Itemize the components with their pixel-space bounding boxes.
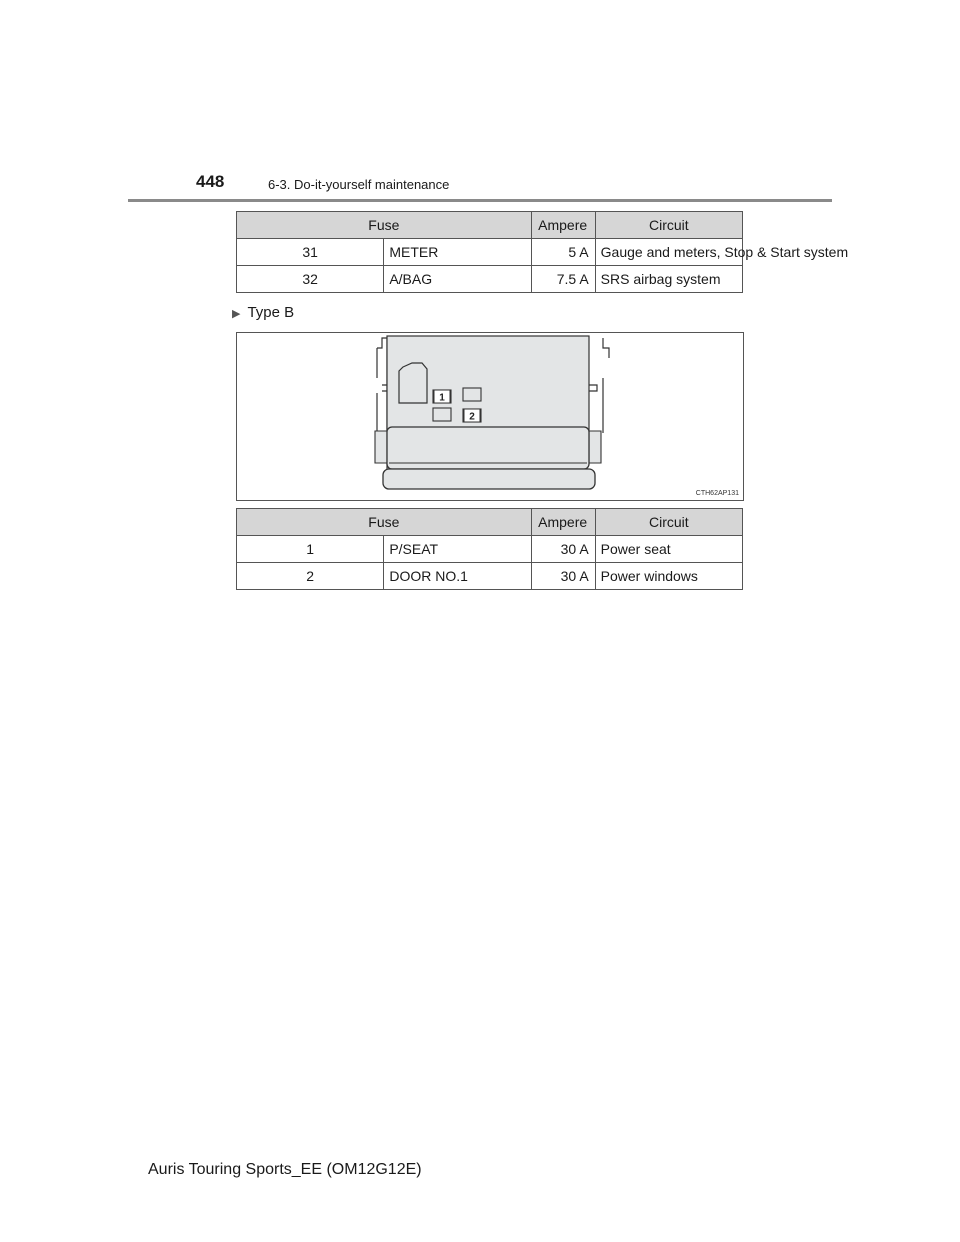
figure-code: CTH62AP131: [695, 490, 739, 497]
fuse-box-base: [383, 469, 595, 489]
fuse-2-label: 2: [469, 411, 475, 423]
fuse-1-label: 1: [439, 392, 445, 404]
section-title: 6-3. Do-it-yourself maintenance: [268, 177, 450, 192]
fuse-table-type-b: [236, 508, 743, 590]
fuse-name: P/SEAT: [384, 536, 531, 563]
column-header-fuse: Fuse: [237, 509, 532, 536]
header-rule: [128, 199, 832, 202]
column-header-ampere: Ampere: [531, 509, 595, 536]
column-header-fuse: Fuse: [237, 212, 532, 239]
fuse-table-type-a: [236, 211, 849, 293]
table-row: [237, 563, 743, 590]
fuse-circuit: Power windows: [595, 563, 742, 590]
fuse-name: A/BAG: [384, 266, 531, 293]
column-header-circuit: Circuit: [595, 212, 742, 239]
fuse-ampere: 30 A: [531, 536, 595, 563]
triangle-bullet-icon: ▶: [232, 308, 241, 320]
fuse-name: DOOR NO.1: [384, 563, 531, 590]
relay-outline: [399, 363, 427, 403]
fuse-number: 32: [237, 266, 384, 293]
type-b-heading: [232, 304, 294, 321]
fuse-box-drawing: [237, 333, 743, 500]
fuse-number: 31: [237, 239, 384, 266]
page-number: 448: [196, 172, 225, 191]
column-header-circuit: Circuit: [595, 509, 742, 536]
fuse-box-illustration: [236, 332, 744, 501]
fuse-ampere: 30 A: [531, 563, 595, 590]
table-header-row: [237, 509, 743, 536]
table-row: [237, 239, 743, 266]
fuse-ampere: 7.5 A: [531, 266, 595, 293]
type-b-label: Type B: [247, 304, 295, 321]
footer-model-code: Auris Touring Sports_EE (OM12G12E): [148, 1161, 422, 1178]
fuse-circuit: SRS airbag system: [595, 266, 742, 293]
fuse-circuit: Gauge and meters, Stop & Start system: [595, 239, 742, 266]
fuse-slot-blank: [433, 408, 451, 421]
fuse-name: METER: [384, 239, 531, 266]
fuse-slot-blank: [463, 388, 481, 401]
column-header-ampere: Ampere: [531, 212, 595, 239]
fuse-ampere: 5 A: [531, 239, 595, 266]
fuse-number: 1: [237, 536, 384, 563]
table-row: [237, 266, 743, 293]
fuse-number: 2: [237, 563, 384, 590]
fuse-circuit: Power seat: [595, 536, 742, 563]
table-header-row: [237, 212, 743, 239]
table-row: [237, 536, 743, 563]
